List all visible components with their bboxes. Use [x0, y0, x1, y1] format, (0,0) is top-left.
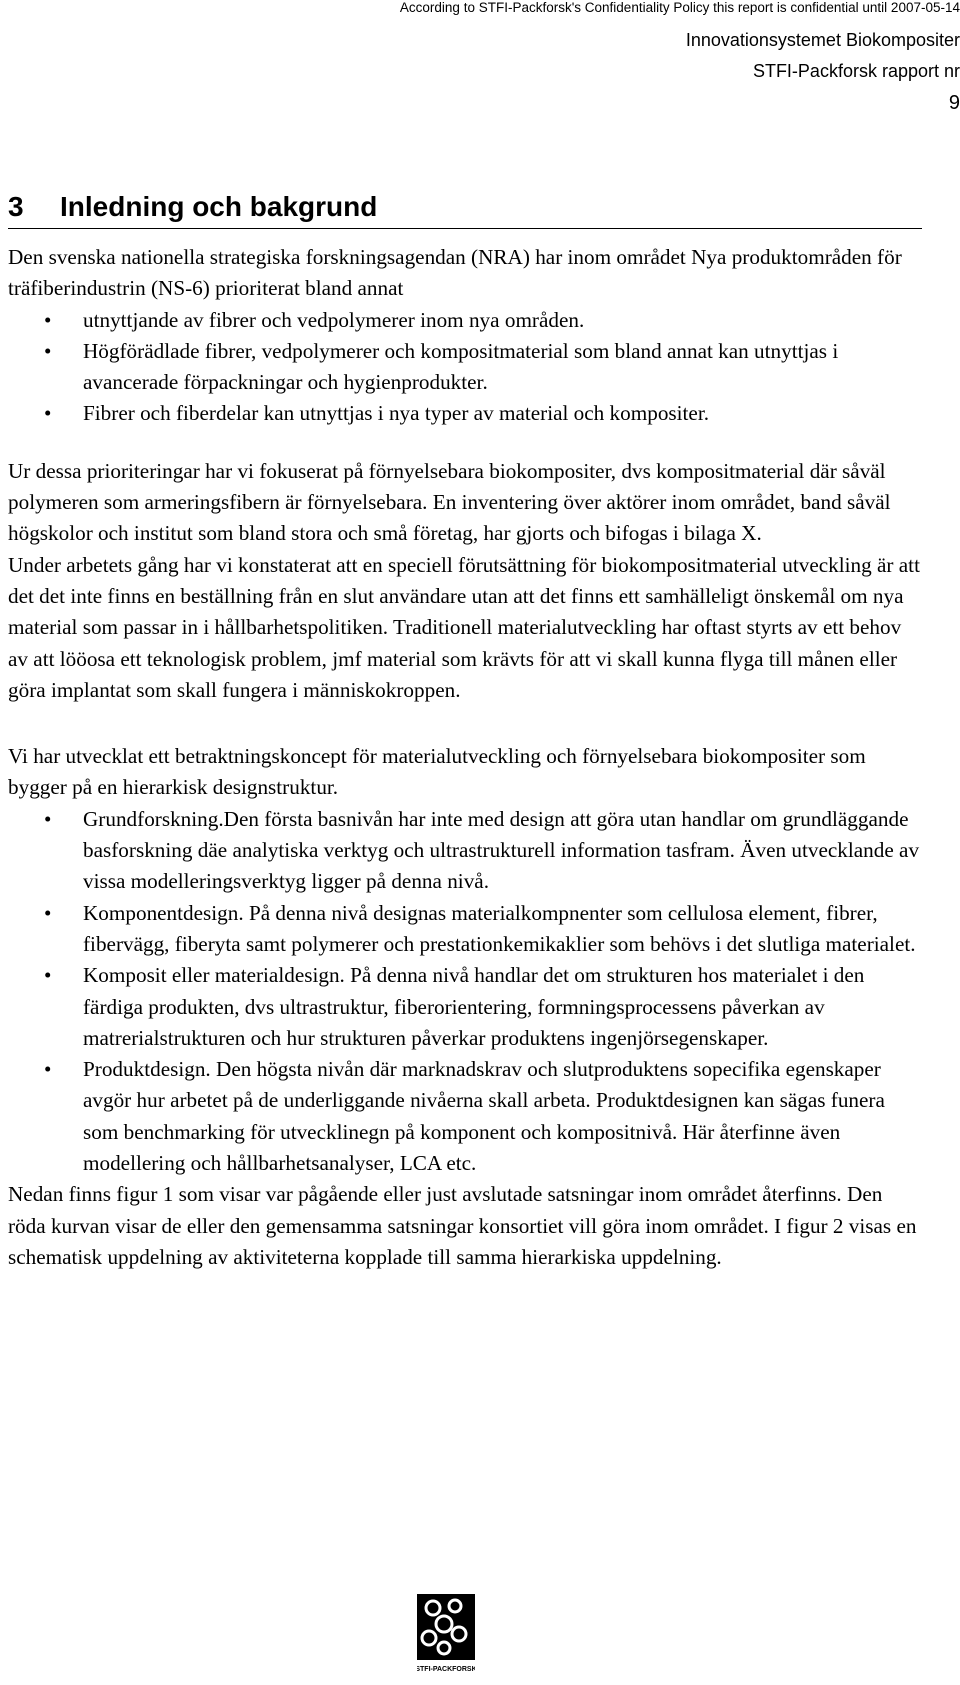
list-item: • Komposit eller materialdesign. På denna nivå handlar det om strukturen hos materialet i den färdiga produkten, dvs ultrastruktur, fiberorientering, formningsprocessens påverkan av matrerialstrukturen och hur strukturen påverkar produktens ingenjörsegenskaper. [8, 960, 924, 1054]
intro-paragraph: Den svenska nationella strategiska forskningsagendan (NRA) har inom området Nya produktområden för träfiberindustrin (NS-6) prioriterat bland annat [8, 245, 902, 301]
list-item: • Fibrer och fiberdelar kan utnyttjas i nya typer av material och kompositer. [8, 398, 924, 429]
list-item: • Grundforskning.Den första basnivån har inte med design att göra utan handlar om grundläggande basforskning däe analytiska verktyg och ultrastrukturell information tasfram. Även utvecklande av vissa modelleringsverktyg ligger på denna nivå. [8, 804, 924, 898]
list-item: • Högförädlade fibrer, vedpolymerer och kompositmaterial som bland annat kan utnyttjas i avancerade förpackningar och hygienprodukter. [8, 336, 924, 399]
concept-paragraph: Vi har utvecklat ett betraktningskoncept för materialutveckling och förnyelsebara biokompositer som bygger på en hierarkisk designstruktur. [8, 744, 866, 800]
page-number: 9 [948, 92, 960, 114]
section-number: 3 [8, 191, 24, 222]
body-paragraph: Under arbetets gång har vi konstaterat att en speciell förutsättning för biokompositmaterial utveckling är att det det inte finns en beställning från en slut användare utan att det finns ett samhälleligt önskemål om nya material som passar in i hållbarhetspolitiken. Traditionell materialutveckling har oftast styrts av ett behov av att lööosa ett teknologisk problem, jmf material som krävts för att vi skall kunna flyga till månen eller göra implantat som skall fungera i människokroppen. [8, 552, 920, 702]
priority-list [8, 305, 924, 430]
body-paragraph: Ur dessa prioriteringar har vi fokuserat på förnyelsebara biokompositer, dvs kompositmaterial där såväl polymeren som armeringsfibern är förnyelsebara. En inventering över aktörer inom området, band såväl högskolor och institut som bland stora och små företag, har gjorts och bifogas i bilaga X. [8, 458, 891, 546]
section-heading [8, 190, 922, 229]
stfi-packforsk-logo [417, 1594, 475, 1674]
section-title: Inledning och bakgrund [60, 191, 378, 222]
document-body [8, 242, 924, 1273]
closing-paragraph: Nedan finns figur 1 som visar var pågående eller just avslutade satsningar inom området återfinns. Den röda kurvan visar de eller den gemensamma satsningar konsortiet vill göra inom området. I figur 2 visas en schematisk uppdelning av aktiviteterna kopplade till samma hierarkiska uppdelning. [8, 1182, 917, 1269]
report-title: Innovationsystemet Biokompositer [685, 30, 960, 50]
logo-wordmark: STFI-PACKFORSK [417, 1666, 475, 1673]
list-item: • Produktdesign. Den högsta nivån där marknadskrav och slutproduktens sopecifika egenskaper avgör hur arbetet på de underliggande nivåerna skall arbeta. Produktdesignen kan sägas funera som benchmarking för utvecklinegn på komponent och kompositnivå. Här återfinne även modellering och hållbarhetsanalyser, LCA etc. [8, 1054, 924, 1179]
confidentiality-notice: According to STFI-Packforsk's Confidentiality Policy this report is confidential until 2007-05-14 [399, 0, 960, 15]
list-item: • Komponentdesign. På denna nivå designas materialkompnenter som cellulosa element, fibrer, fibervägg, fiberyta samt polymerer och prestationkemikaklier som behövs i det slutliga materialet. [8, 898, 924, 961]
spacer [8, 706, 924, 741]
list-item: • utnyttjande av fibrer och vedpolymerer inom nya områden. [8, 305, 924, 336]
spacer [8, 430, 924, 456]
design-levels-list [8, 804, 924, 1180]
logo-icon [417, 1594, 475, 1674]
report-number-label: STFI-Packforsk rapport nr [752, 61, 960, 81]
